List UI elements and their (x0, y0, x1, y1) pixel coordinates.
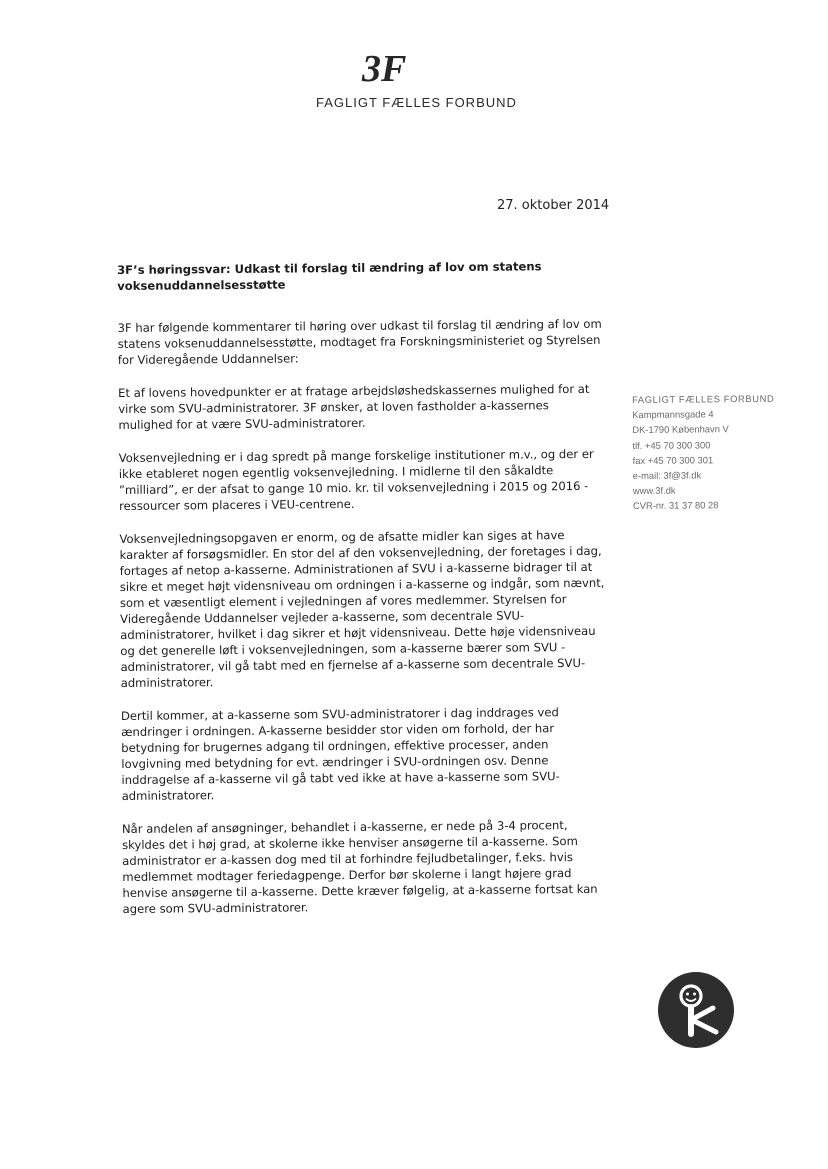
sidebar-web: www.3f.dk (632, 484, 676, 497)
sidebar-city: DK-1790 København V (632, 423, 729, 436)
paragraph-intro: 3F har følgende kommentarer til høring over udkast til forslag til ændring af lov om statens voksenuddannelsesstøtte, modtaget fra Forskningsministeriet og Styrelsen for Videregående Uddannelser: (117, 316, 602, 367)
sidebar-org-name: FAGLIGT FÆLLES FORBUND (632, 392, 775, 405)
paragraph-main-point: Et af lovens hovedpunkter er at fratage arbejdsløshedskassernes mulighed for at virke som SVU-administratorer. 3F ønsker, at loven fastholder a-kassernes mulighed for at være SVU-administratorer. (118, 381, 590, 432)
letter-title-line-2: voksenuddannelsesstøtte (117, 277, 286, 293)
sidebar-address: Kampmannsgade 4 (632, 408, 714, 421)
paragraph-andel: Når andelen af ansøgninger, behandlet i a-kasserne, er nede på 3-4 procent, skyldes det i høj grad, at skolerne ikke henviser ansøgerne til a-kasserne. Som administrator er a-kassen dog med til at forhindre fejludbetalinger, f.eks. hvis medlemmet modtager feriedagpenge. Derfor bør skolerne i langt højere grad henvise ansøgerne til a-kasserne. Dette kræver følgelig, at a-kasserne fortsat kan agere som SVU-administratorer. (121, 818, 598, 916)
sidebar-phone: tlf. +45 70 300 300 (632, 438, 711, 451)
letter-title (117, 258, 602, 294)
letter-body (117, 258, 608, 934)
paragraph-inddragelse: Dertil kommer, at a-kasserne som SVU-administratorer i dag inddrages ved ændringer i ordningen. A-kasserne besidder stor viden om forhold, der har betydning for brugernes adgang til ordningen, effektive processer, anden lovgivning med betydning for evt. ændringer i SVU-ordningen osv. Denne inddragelse af a-kasserne vil gå tabt ved ikke at have a-kasserne som SVU-administratorer. (120, 705, 560, 803)
sidebar-email: e-mail: 3f@3f.dk (632, 469, 702, 482)
3f-logo (358, 48, 422, 88)
ok-mark-icon (658, 972, 734, 1048)
paragraph-opgaven: Voksenvejledningsopgaven er enorm, og de afsatte midler kan siges at have karakter af forsøgsmidler. En stor del af den voksenvejledning, der foretages i dag, fortages af netop a-kasserne. Administrationen af SVU i a-kasserne bidrager til at sikre et meget højt vidensniveau om ordningen i a-kasserne og indgår, som nævnt, som et væsentligt element i vejledningen af vores medlemmer. Styrelsen for Videregående Uddannelser vejleder a-kasserne, som decentrale SVU-administratorer, hvilket i dag sikrer et højt vidensniveau. Dette høje vidensniveau og det generelle løft i voksenvejledningen, som a-kasserne bærer som SVU -administratorer, vil gå tabt med en fjernelse af a-kasserne som decentrale SVU-administratorer. (119, 528, 605, 690)
contact-sidebar (632, 391, 803, 514)
letter-date: 27. oktober 2014 (497, 198, 610, 213)
organization-name: FAGLIGT FÆLLES FORBUND (316, 95, 517, 110)
ok-badge (658, 972, 734, 1048)
letter-title-line-1: 3F’s høringssvar: Udkast til forslag til ændring af lov om statens (117, 259, 542, 277)
paragraph-voksenvejledning: Voksenvejledning er i dag spredt på mange forskelige institutioner m.v., og der er ikke etableret nogen egentlig voksenvejledning. I midlerne til den såkaldte ”milliard”, er der afsat to gange 10 mio. kr. til voksenvejledning i 2015 og 2016 - ressourcer som placeres i VEU-centrene. (118, 446, 594, 513)
sidebar-fax: fax +45 70 300 301 (632, 454, 714, 466)
sidebar-cvr: CVR-nr. 31 37 80 28 (632, 499, 719, 512)
logo-text: 3F (362, 48, 407, 88)
